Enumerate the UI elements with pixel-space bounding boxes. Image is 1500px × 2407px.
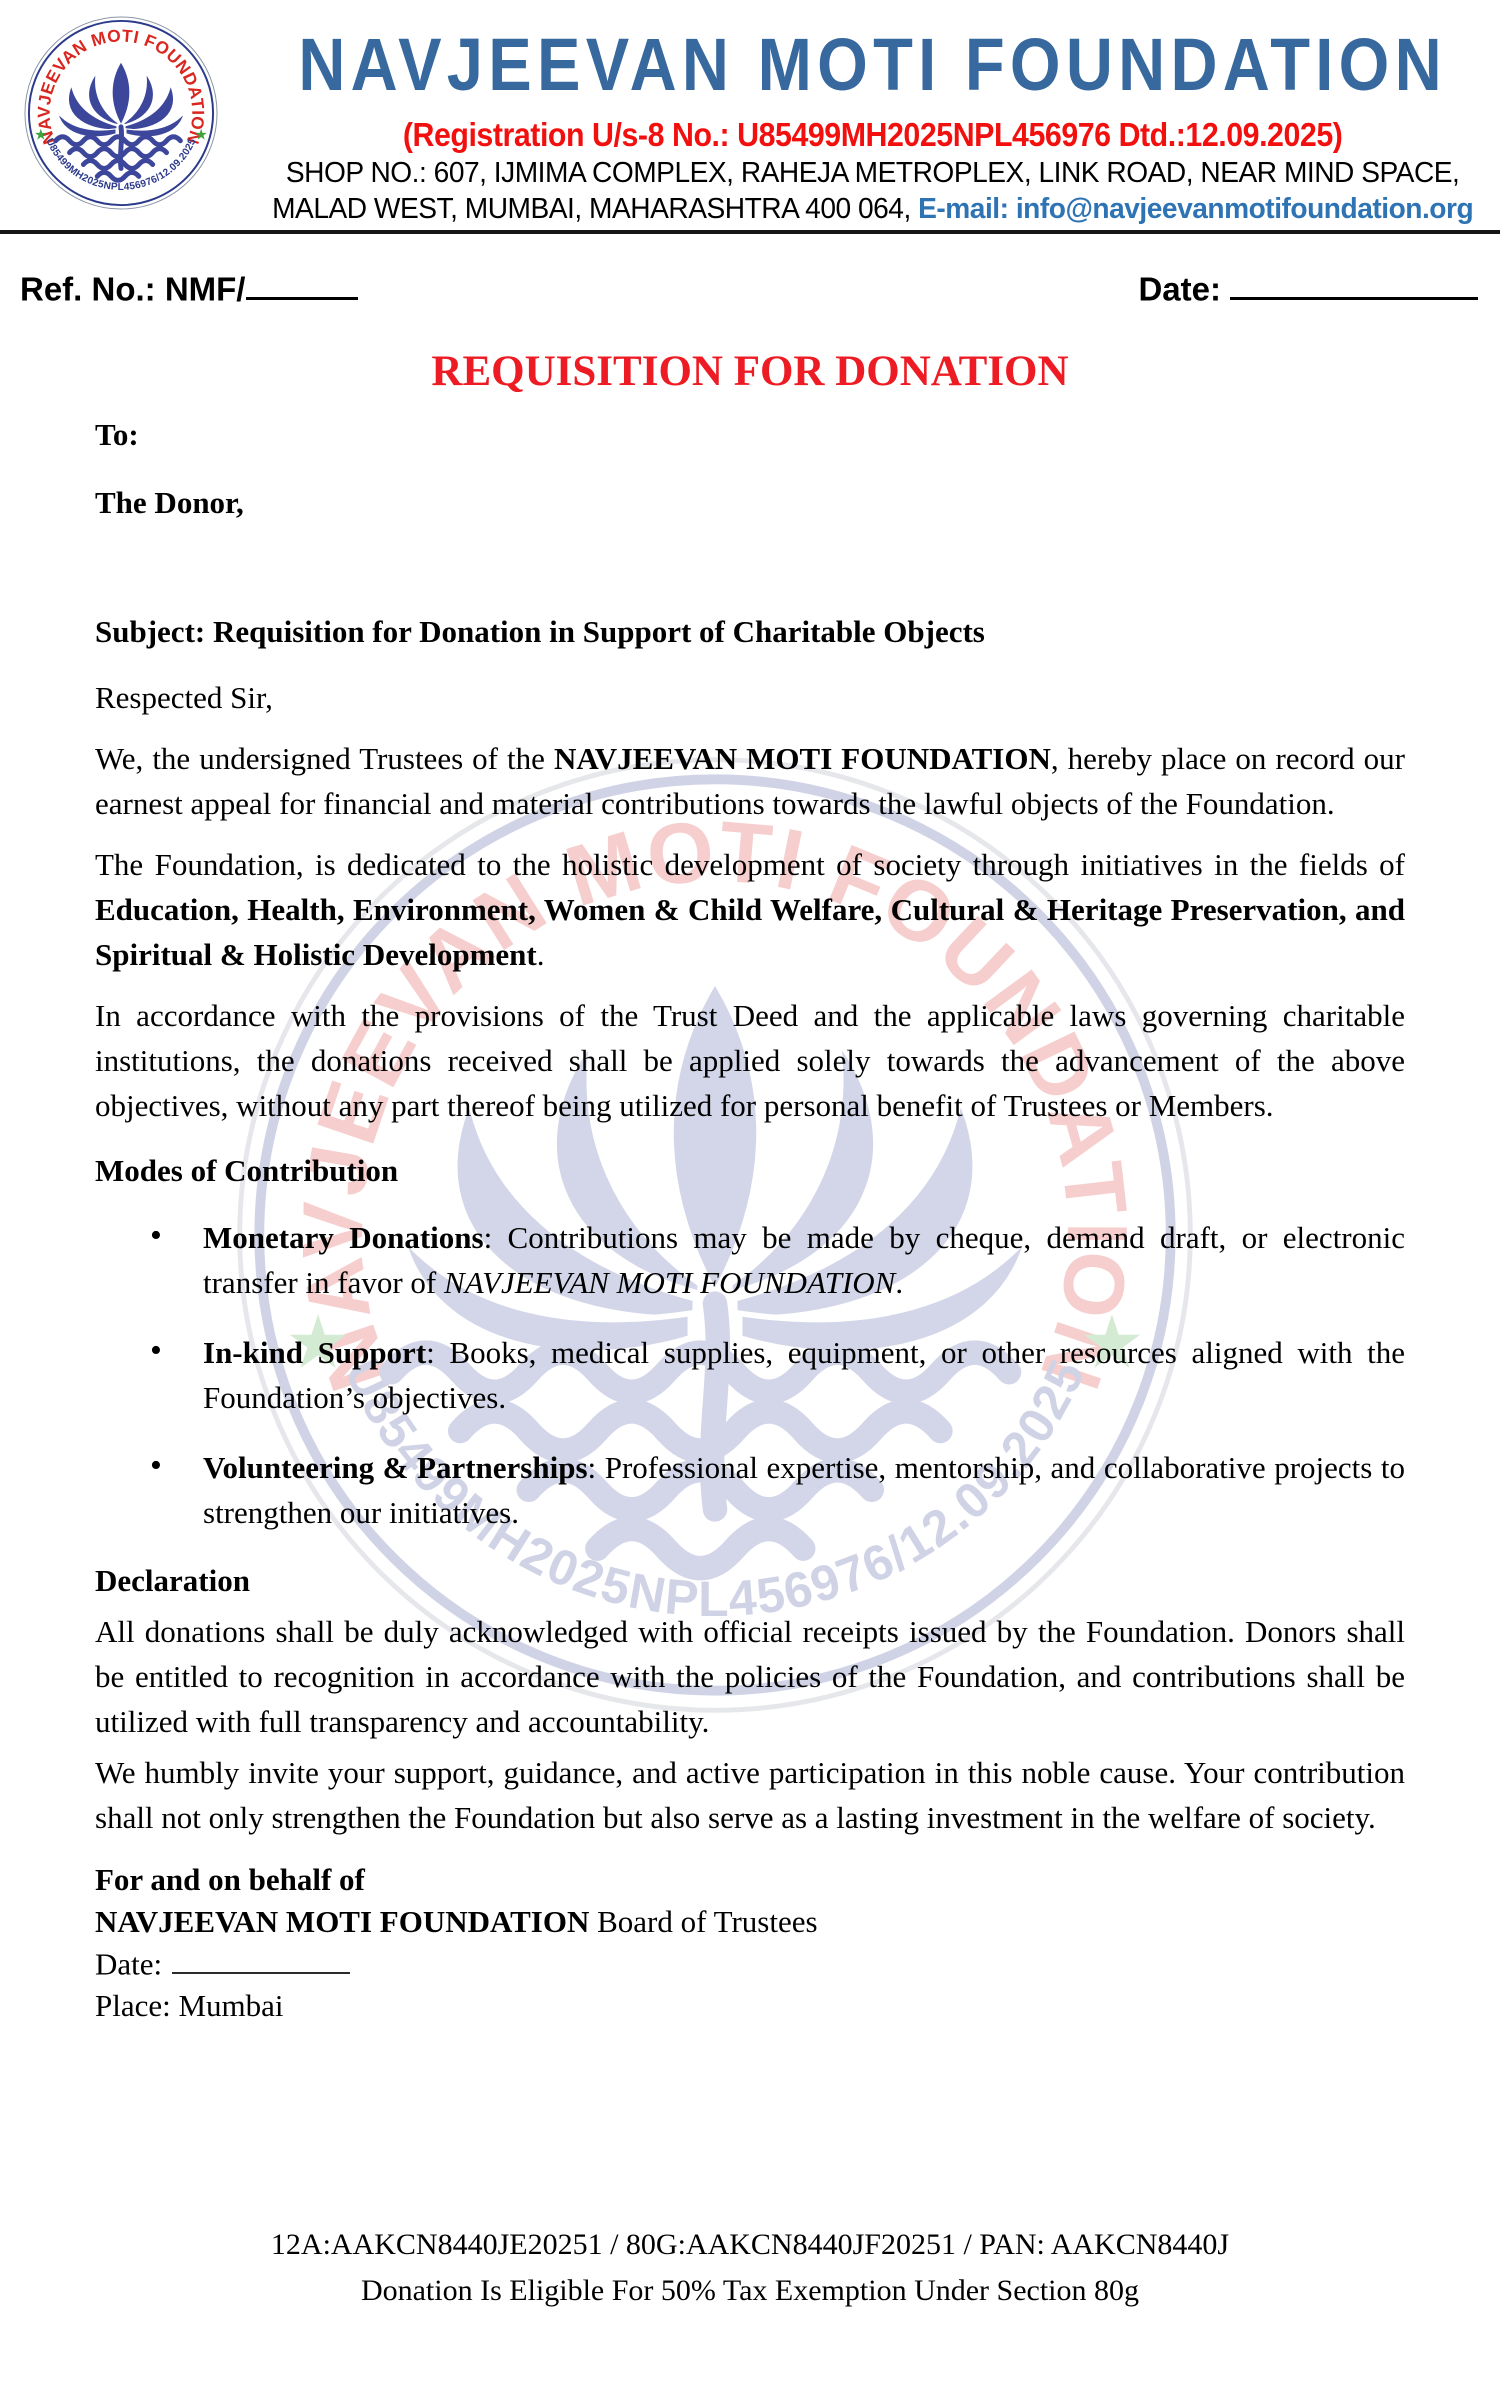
paragraph-invitation: We humbly invite your support, guidance, and active participation in this noble cause. Your contribution shall not only strengthen the Foundation but also serve as a lasting investment in the welfare of society.: [95, 1755, 1405, 1836]
registration-line: (Registration U/s-8 No.: U85499MH2025NPL456976 Dtd.:12.09.2025): [402, 115, 1343, 153]
address-line-2-text: MALAD WEST, MUMBAI, MAHARASHTRA 400 064,: [272, 192, 919, 225]
signoff-date-label: Date:: [95, 1946, 163, 1982]
footer: [0, 2222, 1500, 2314]
signature-block: [95, 1859, 1405, 2027]
footer-registration-numbers: 12A:AAKCN8440JE20251 / 80G:AAKCN8440JF20251 / PAN: AAKCN8440J: [270, 2228, 1230, 2261]
paragraph-compliance: In accordance with the provisions of the Trust Deed and the applicable laws governing charitable institutions, the donations received shall be applied solely towards the advancement of the above objectives, without any part thereof being utilized for personal benefit of Trustees or Members.: [95, 998, 1405, 1124]
address-line-2: [240, 193, 1500, 226]
declaration-heading: Declaration: [95, 1563, 250, 1599]
modes-heading: Modes of Contribution: [95, 1153, 399, 1189]
paragraph-declaration: All donations shall be duly acknowledged with official receipts issued by the Foundation. Donors shall be entitled to recognition in accordance with the policies of the Foundation, and contributions shall be utilized with full transparency and accountability.: [95, 1614, 1405, 1740]
address-line-1: SHOP NO.: 607, IJMIMA COMPLEX, RAHEJA METROPLEX, LINK ROAD, NEAR MIND SPACE,: [285, 156, 1460, 189]
foundation-logo-seal: [22, 14, 220, 212]
email-text: E-mail: info@navjeevanmotifoundation.org: [918, 192, 1474, 225]
signoff-org-suffix: Board of Trustees: [589, 1904, 818, 1940]
signoff-date-line: [95, 1943, 1405, 1985]
subject-line: Subject: Requisition for Donation in Support of Charitable Objects: [95, 614, 985, 650]
signoff-org-line: [95, 1901, 1405, 1943]
date-line: [1138, 266, 1478, 308]
signoff-org-name: NAVJEEVAN MOTI FOUNDATION: [95, 1904, 590, 1940]
footer-tax-exemption: Donation Is Eligible For 50% Tax Exemption Under Section 80g: [360, 2274, 1140, 2307]
letter-body: [0, 266, 1500, 2028]
ref-date-row: [20, 266, 1478, 308]
date-label: Date:: [1138, 270, 1221, 308]
letterhead: [0, 0, 1500, 226]
org-name: NAVJEEVAN MOTI FOUNDATION: [298, 23, 1447, 106]
letter-title: REQUISITION FOR DONATION: [431, 348, 1069, 396]
date-blank: [1230, 266, 1478, 300]
bullet-monetary-donations: • Monetary Donations: Contributions may be made by cheque, demand draft, or electronic transfer in favor of NAVJEEVAN MOTI FOUNDATION.: [95, 1215, 1405, 1305]
contribution-list: [95, 1215, 1405, 1535]
ref-no-blank: [246, 266, 358, 300]
bullet-volunteering-partnerships: • Volunteering & Partnerships: Professional expertise, mentorship, and collaborative projects to strengthen our initiatives.: [95, 1445, 1405, 1535]
recipient: The Donor,: [95, 485, 244, 521]
signoff-behalf: For and on behalf of: [95, 1862, 365, 1898]
header-divider: [0, 230, 1500, 234]
signoff-place: Place: Mumbai: [95, 1988, 284, 2024]
ref-no-label: Ref. No.: NMF/: [20, 270, 246, 308]
paragraph-fields: The Foundation, is dedicated to the holistic development of society through initiatives in the fields of Education, Health, Environment, Women & Child Welfare, Cultural & Heritage Preservation, and Spiritual & Holistic Development.: [95, 847, 1405, 973]
bullet-inkind-support: • In-kind Support: Books, medical supplies, equipment, or other resources aligned with the Foundation’s objectives.: [95, 1330, 1405, 1420]
letterhead-text: [220, 14, 1500, 226]
ref-no-line: [20, 266, 358, 308]
to-label: To:: [95, 417, 139, 453]
paragraph-appeal: We, the undersigned Trustees of the NAVJEEVAN MOTI FOUNDATION, hereby place on record our earnest appeal for financial and material contributions towards the lawful objects of the Foundation.: [95, 741, 1405, 822]
signoff-date-blank: [172, 1943, 350, 1974]
salutation: Respected Sir,: [95, 680, 273, 716]
